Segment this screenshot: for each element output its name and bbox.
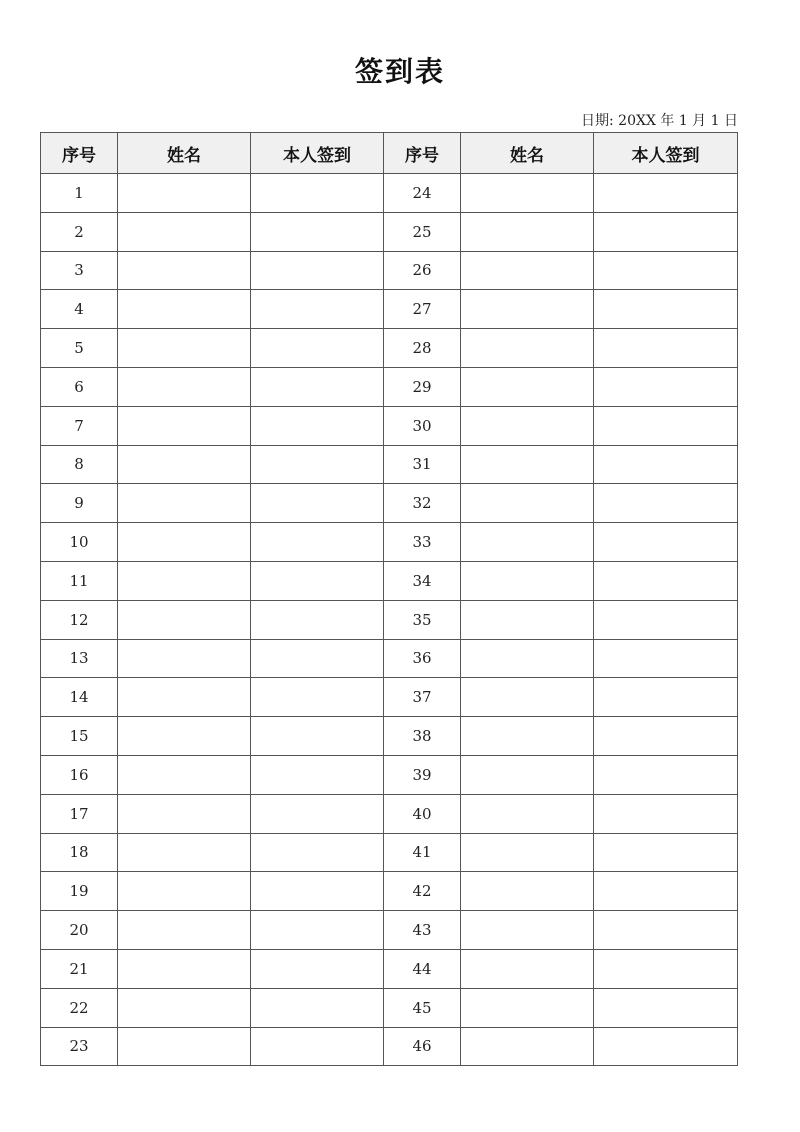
name-cell-left[interactable] <box>118 639 251 678</box>
signature-cell-right[interactable] <box>594 988 738 1027</box>
signature-cell-right[interactable] <box>594 755 738 794</box>
name-cell-right[interactable] <box>461 174 594 213</box>
header-number-right: 序号 <box>384 133 461 174</box>
row-number-left: 16 <box>41 755 118 794</box>
signature-cell-right[interactable] <box>594 872 738 911</box>
row-number-left: 19 <box>41 872 118 911</box>
signature-cell-left[interactable] <box>251 367 384 406</box>
table-row <box>41 872 738 911</box>
signature-cell-left[interactable] <box>251 445 384 484</box>
row-number-left: 10 <box>41 523 118 562</box>
name-cell-right[interactable] <box>461 329 594 368</box>
name-cell-right[interactable] <box>461 561 594 600</box>
name-cell-left[interactable] <box>118 988 251 1027</box>
row-number-right: 33 <box>384 523 461 562</box>
row-number-left: 6 <box>41 367 118 406</box>
date-line <box>581 110 738 130</box>
name-cell-left[interactable] <box>118 329 251 368</box>
row-number-right: 24 <box>384 174 461 213</box>
name-cell-right[interactable] <box>461 988 594 1027</box>
signature-cell-left[interactable] <box>251 911 384 950</box>
row-number-left: 20 <box>41 911 118 950</box>
name-cell-right[interactable] <box>461 949 594 988</box>
signature-cell-right[interactable] <box>594 833 738 872</box>
row-number-right: 27 <box>384 290 461 329</box>
row-number-right: 44 <box>384 949 461 988</box>
signature-cell-right[interactable] <box>594 911 738 950</box>
signature-cell-left[interactable] <box>251 639 384 678</box>
table-row <box>41 1027 738 1066</box>
signature-cell-right[interactable] <box>594 251 738 290</box>
name-cell-right[interactable] <box>461 367 594 406</box>
name-cell-right[interactable] <box>461 833 594 872</box>
row-number-right: 26 <box>384 251 461 290</box>
signature-cell-right[interactable] <box>594 212 738 251</box>
row-number-left: 17 <box>41 794 118 833</box>
name-cell-right[interactable] <box>461 406 594 445</box>
sign-in-table <box>40 132 738 1066</box>
signature-cell-left[interactable] <box>251 988 384 1027</box>
name-cell-left[interactable] <box>118 445 251 484</box>
row-number-left: 5 <box>41 329 118 368</box>
name-cell-right[interactable] <box>461 678 594 717</box>
row-number-left: 13 <box>41 639 118 678</box>
signature-cell-left[interactable] <box>251 600 384 639</box>
row-number-right: 35 <box>384 600 461 639</box>
name-cell-right[interactable] <box>461 251 594 290</box>
signature-cell-right[interactable] <box>594 949 738 988</box>
name-cell-left[interactable] <box>118 561 251 600</box>
table-row <box>41 600 738 639</box>
row-number-right: 37 <box>384 678 461 717</box>
row-number-right: 36 <box>384 639 461 678</box>
signature-cell-right[interactable] <box>594 290 738 329</box>
row-number-left: 3 <box>41 251 118 290</box>
row-number-left: 21 <box>41 949 118 988</box>
signature-cell-left[interactable] <box>251 406 384 445</box>
table-row <box>41 639 738 678</box>
name-cell-right[interactable] <box>461 755 594 794</box>
row-number-right: 40 <box>384 794 461 833</box>
table-row <box>41 911 738 950</box>
signature-cell-right[interactable] <box>594 484 738 523</box>
signature-cell-right[interactable] <box>594 174 738 213</box>
name-cell-left[interactable] <box>118 600 251 639</box>
row-number-left: 14 <box>41 678 118 717</box>
name-cell-left[interactable] <box>118 833 251 872</box>
table-row <box>41 678 738 717</box>
table-row <box>41 794 738 833</box>
name-cell-right[interactable] <box>461 484 594 523</box>
name-cell-right[interactable] <box>461 212 594 251</box>
table-row <box>41 445 738 484</box>
row-number-right: 34 <box>384 561 461 600</box>
signature-cell-left[interactable] <box>251 678 384 717</box>
name-cell-left[interactable] <box>118 678 251 717</box>
row-number-right: 43 <box>384 911 461 950</box>
row-number-right: 32 <box>384 484 461 523</box>
signature-cell-right[interactable] <box>594 329 738 368</box>
row-number-left: 18 <box>41 833 118 872</box>
name-cell-left[interactable] <box>118 717 251 756</box>
name-cell-left[interactable] <box>118 872 251 911</box>
row-number-right: 45 <box>384 988 461 1027</box>
table-row <box>41 988 738 1027</box>
header-name-right: 姓名 <box>461 133 594 174</box>
table-row <box>41 367 738 406</box>
row-number-left: 2 <box>41 212 118 251</box>
name-cell-left[interactable] <box>118 251 251 290</box>
row-number-left: 12 <box>41 600 118 639</box>
table-row <box>41 290 738 329</box>
signature-cell-left[interactable] <box>251 290 384 329</box>
name-cell-right[interactable] <box>461 717 594 756</box>
name-cell-left[interactable] <box>118 174 251 213</box>
name-cell-right[interactable] <box>461 639 594 678</box>
name-cell-left[interactable] <box>118 484 251 523</box>
signature-cell-right[interactable] <box>594 561 738 600</box>
signature-cell-right[interactable] <box>594 445 738 484</box>
header-row <box>41 133 738 174</box>
signature-cell-right[interactable] <box>594 1027 738 1066</box>
table-row <box>41 484 738 523</box>
row-number-right: 38 <box>384 717 461 756</box>
signature-cell-left[interactable] <box>251 1027 384 1066</box>
name-cell-left[interactable] <box>118 911 251 950</box>
row-number-right: 42 <box>384 872 461 911</box>
table-row <box>41 561 738 600</box>
header-signature-left: 本人签到 <box>251 133 384 174</box>
signature-cell-left[interactable] <box>251 212 384 251</box>
name-cell-right[interactable] <box>461 911 594 950</box>
row-number-right: 30 <box>384 406 461 445</box>
signature-cell-right[interactable] <box>594 717 738 756</box>
row-number-right: 41 <box>384 833 461 872</box>
name-cell-left[interactable] <box>118 367 251 406</box>
row-number-right: 25 <box>384 212 461 251</box>
name-cell-right[interactable] <box>461 445 594 484</box>
signature-cell-left[interactable] <box>251 949 384 988</box>
table-row <box>41 949 738 988</box>
name-cell-left[interactable] <box>118 523 251 562</box>
signature-cell-left[interactable] <box>251 872 384 911</box>
name-cell-left[interactable] <box>118 406 251 445</box>
date-value: 20XX 年 1 月 1 日 <box>618 113 738 129</box>
signature-cell-left[interactable] <box>251 174 384 213</box>
row-number-right: 46 <box>384 1027 461 1066</box>
signature-cell-right[interactable] <box>594 600 738 639</box>
name-cell-right[interactable] <box>461 794 594 833</box>
name-cell-right[interactable] <box>461 1027 594 1066</box>
signature-cell-left[interactable] <box>251 755 384 794</box>
row-number-right: 29 <box>384 367 461 406</box>
name-cell-left[interactable] <box>118 212 251 251</box>
date-label: 日期: <box>581 113 614 129</box>
table-row <box>41 755 738 794</box>
table-row <box>41 406 738 445</box>
signature-cell-left[interactable] <box>251 251 384 290</box>
signature-cell-left[interactable] <box>251 523 384 562</box>
signature-cell-left[interactable] <box>251 717 384 756</box>
signature-cell-left[interactable] <box>251 484 384 523</box>
name-cell-left[interactable] <box>118 755 251 794</box>
signature-cell-left[interactable] <box>251 794 384 833</box>
signature-cell-right[interactable] <box>594 367 738 406</box>
name-cell-left[interactable] <box>118 949 251 988</box>
row-number-left: 11 <box>41 561 118 600</box>
signature-cell-right[interactable] <box>594 406 738 445</box>
signature-cell-left[interactable] <box>251 329 384 368</box>
table-body <box>41 174 738 1066</box>
row-number-left: 8 <box>41 445 118 484</box>
row-number-left: 9 <box>41 484 118 523</box>
header-signature-right: 本人签到 <box>594 133 738 174</box>
row-number-right: 28 <box>384 329 461 368</box>
signature-cell-right[interactable] <box>594 794 738 833</box>
row-number-left: 4 <box>41 290 118 329</box>
row-number-left: 22 <box>41 988 118 1027</box>
row-number-right: 39 <box>384 755 461 794</box>
table-row <box>41 251 738 290</box>
table-row <box>41 174 738 213</box>
signature-cell-left[interactable] <box>251 561 384 600</box>
header-number-left: 序号 <box>41 133 118 174</box>
table-row <box>41 717 738 756</box>
row-number-left: 7 <box>41 406 118 445</box>
row-number-right: 31 <box>384 445 461 484</box>
name-cell-right[interactable] <box>461 523 594 562</box>
name-cell-left[interactable] <box>118 290 251 329</box>
row-number-left: 15 <box>41 717 118 756</box>
name-cell-right[interactable] <box>461 290 594 329</box>
row-number-left: 1 <box>41 174 118 213</box>
row-number-left: 23 <box>41 1027 118 1066</box>
name-cell-right[interactable] <box>461 600 594 639</box>
signature-cell-right[interactable] <box>594 639 738 678</box>
header-name-left: 姓名 <box>118 133 251 174</box>
table-row <box>41 833 738 872</box>
signature-cell-right[interactable] <box>594 523 738 562</box>
table-row <box>41 212 738 251</box>
table-row <box>41 329 738 368</box>
signature-cell-left[interactable] <box>251 833 384 872</box>
signature-cell-right[interactable] <box>594 678 738 717</box>
name-cell-right[interactable] <box>461 872 594 911</box>
page-title: 签到表 <box>354 55 445 88</box>
table-row <box>41 523 738 562</box>
name-cell-left[interactable] <box>118 794 251 833</box>
name-cell-left[interactable] <box>118 1027 251 1066</box>
